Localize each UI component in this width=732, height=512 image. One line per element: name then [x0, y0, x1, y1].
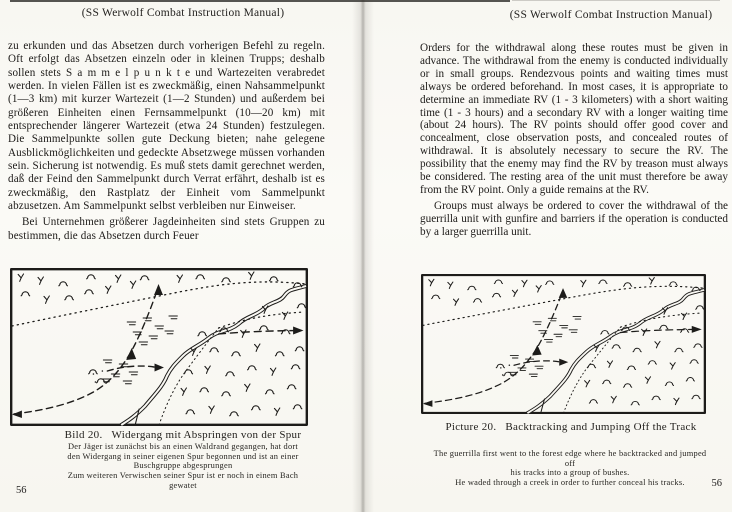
figure-note-line: The guerrilla first went to the forest edge where he backtracked and jumped [433, 449, 707, 458]
figure-note-line: den Widergang in seiner eigenen Spur begonnen und ist an einer [67, 451, 299, 461]
paragraph: zu erkunden und das Absetzen durch vorherigen Befehl zu regeln. Oft erfolgt das Absetzen einzeln oder in kleinen Trupps; deshalb sollen stets S a m m e l p u n k t e und Wartezeiten verabredet werden. In vielen Fällen ist es zweckmäßig, einen Nahsammelpunkt (1—3 km) mit kurzer Wartezeit (1—2 Stunden) und außerdem bei größeren Einheiten einen Fernsammelpunkt (10—20 km) mit entsprechender längerer Wartezeit (etwa 24 Stunden) festzulegen. Die Sammelpunkte sollen gute Deckung bieten; nahe gelegene Ausblickmöglichkeiten und gedeckte Absetzwege müssen vorhanden sein. Sicherung ist notwendig. Es muß stets damit gerechnet werden, daß der Feind den Sammelpunkt durch Verrat erfährt, deshalb ist es zweckmäßig, den Rastplatz der Einheit vom Sammelpunkt abzusetzen. Am Sammelpunkt selbst verbleiben nur Einweiser. [8, 40, 325, 213]
river-line [121, 286, 306, 425]
paragraph: Groups must always be ordered to cover the withdrawal of the guerrilla unit with gunfire and barriers if the operation is conducted by a larger guerrilla unit. [420, 199, 728, 238]
figure-caption [414, 421, 728, 433]
branch-track [107, 364, 164, 372]
figure-notes [6, 442, 360, 491]
map-sketch [421, 274, 706, 414]
page-number: 56 [711, 478, 722, 489]
body-text-german [8, 40, 325, 243]
figure-note-line: Der Jäger ist zunächst bis an einen Waldrand gegangen, hat dort [67, 442, 299, 451]
figure-note-line: Buschgruppe abgesprungen [133, 461, 233, 471]
figure-caption-label: Picture 20. [445, 421, 497, 433]
body-text-english [420, 42, 728, 239]
right-page [414, 0, 728, 512]
figure-note-line: off [564, 458, 576, 468]
figure-notes [392, 449, 732, 488]
jump-off-bushes [89, 370, 105, 383]
bushes-upper [18, 272, 306, 319]
running-head: (SS Werwolf Combat Instruction Manual) [509, 9, 713, 21]
figure-caption-title: Widergang mit Abspringen von der Spur [111, 429, 302, 441]
bushes-southeast [181, 326, 304, 416]
figure-caption-label: Bild 20. [64, 429, 103, 441]
paragraph: Orders for the withdrawal along these routes must be given in advance. The withdrawal from the enemy is conducted individually or in small groups. Rendezvous points and waiting times must always be ordered beforehand. In most cases, it is appropriate to determine an immediate RV (1 - 3 kilometers) with a short waiting time (1 - 3 hours) and a secondary RV with a longer waiting time (about 24 hours). The RV points should offer good cover and concealment, close observation posts, and concealed routes of withdrawal. It is absolutely necessary to secure the RV. The possibility that the enemy may find the RV by treason must always be considered. The resting area of the unit must therefore be away from the RV point. Only a guide remains at the RV. [420, 42, 728, 196]
map-sketch [10, 268, 308, 426]
page-number: 56 [16, 485, 27, 496]
dotted-path-right [219, 312, 304, 328]
dashed-track [12, 284, 163, 418]
map-figure [421, 274, 706, 414]
figure-note-line: his tracks into a group of bushes. [510, 468, 630, 478]
figure-note-line: gewatet [169, 480, 197, 490]
paragraph: Bei Unternehmen größerer Jagdeinheiten sind stets Gruppen zu bestimmen, die das Absetzen durch Feuer [8, 216, 325, 242]
running-head: (SS Werwolf Combat Instruction Manual) [81, 7, 285, 19]
figure-caption-title: Backtracking and Jumping Off the Track [505, 421, 697, 433]
left-page [8, 0, 358, 512]
figure-caption [8, 429, 358, 441]
figure-note-line: He waded through a creek in order to further conceal his tracks. [455, 478, 685, 488]
figure-note-line: Zum weiteren Verwischen seiner Spur ist er noch in einem Bach [67, 471, 299, 481]
map-figure [10, 268, 308, 426]
